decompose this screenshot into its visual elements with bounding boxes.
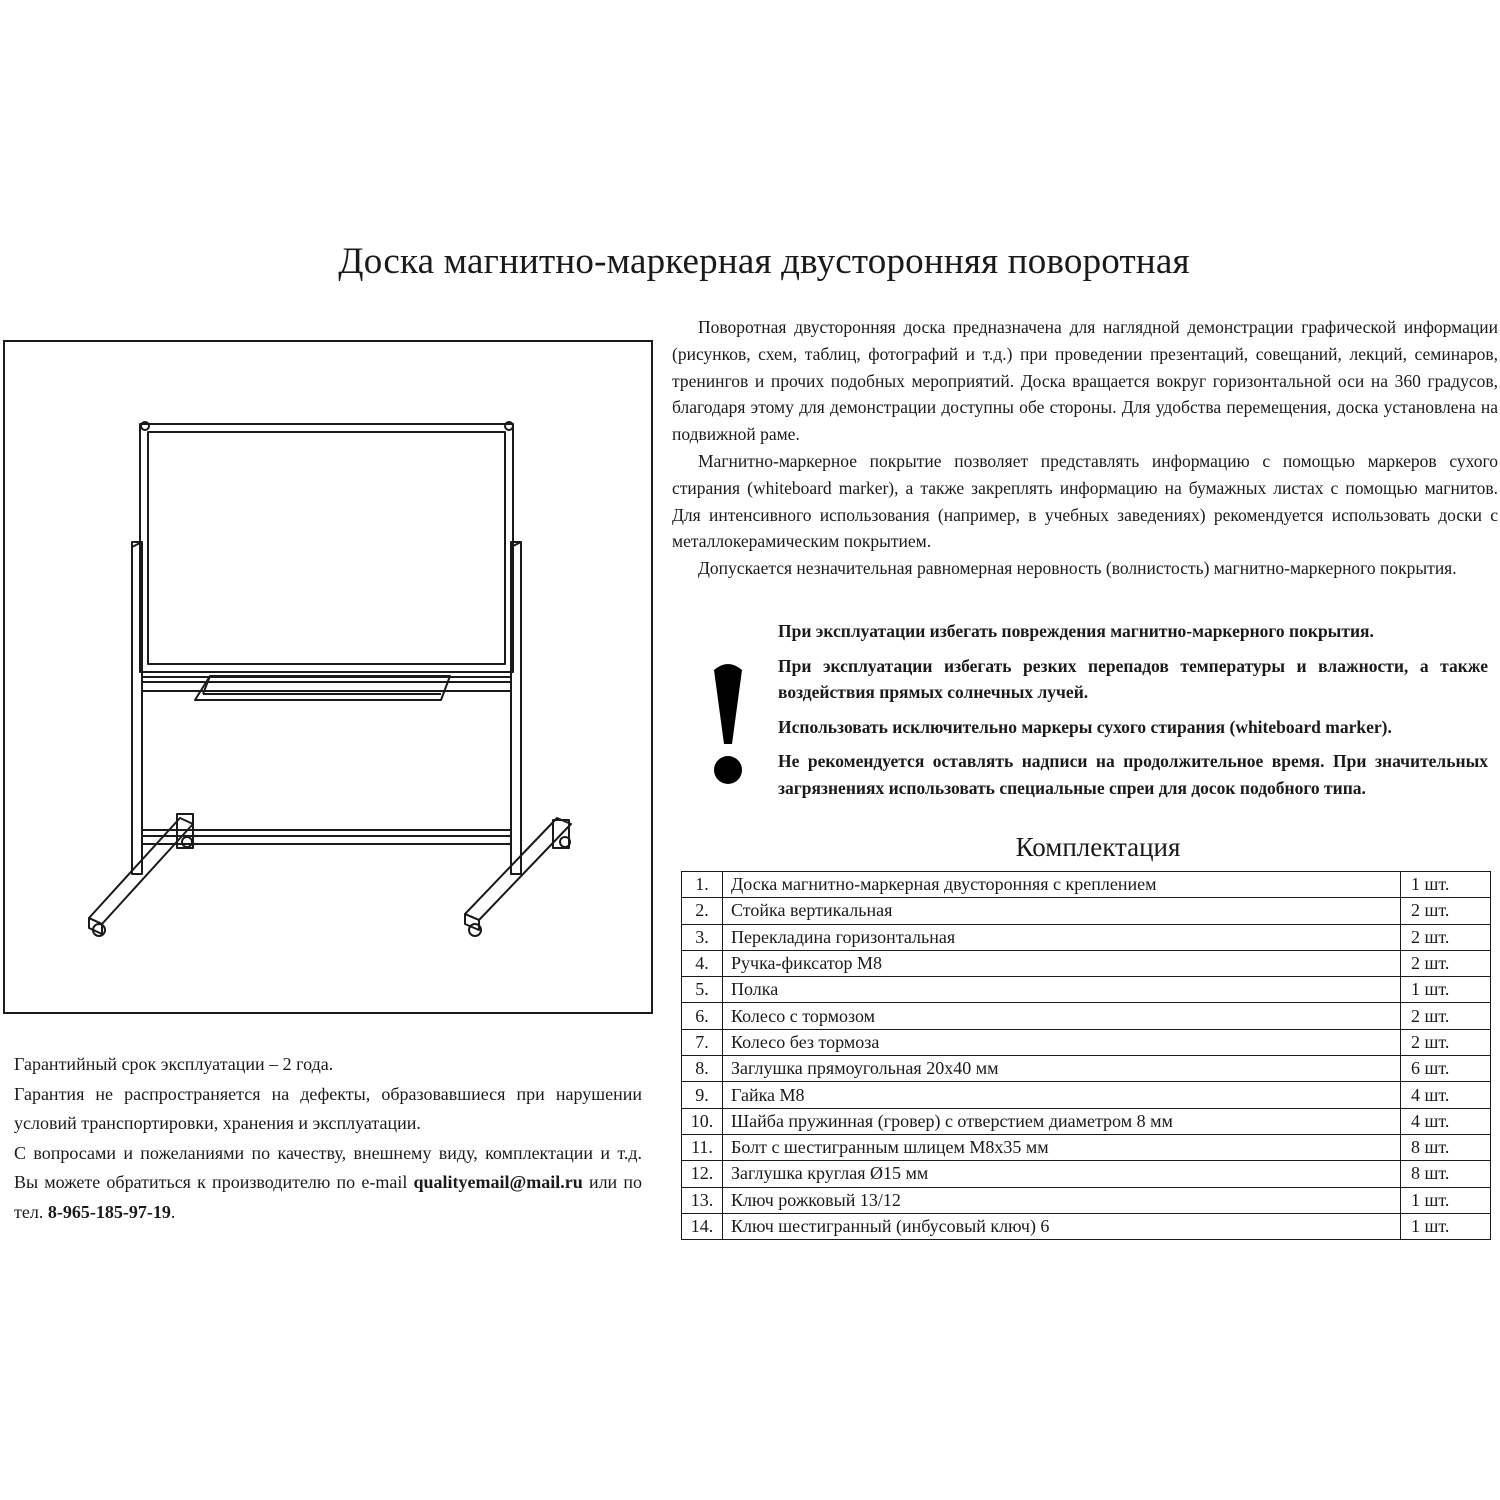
kit-row-number: 3. bbox=[682, 924, 723, 950]
kit-row-name: Гайка М8 bbox=[723, 1082, 1401, 1108]
kit-row-quantity: 1 шт. bbox=[1401, 977, 1491, 1003]
kit-row bbox=[682, 1056, 1491, 1082]
kit-row-quantity: 1 шт. bbox=[1401, 1187, 1491, 1213]
warning-item: При эксплуатации избегать резких перепадов температуры и влажности, а также воздействия прямых солнечных лучей. bbox=[778, 655, 1488, 702]
contact-phone[interactable]: 8-965-185-97-19 bbox=[47, 1201, 171, 1222]
kit-row-number: 13. bbox=[682, 1187, 723, 1213]
kit-row-name: Доска магнитно-маркерная двусторонняя с креплением bbox=[723, 872, 1401, 898]
kit-row bbox=[682, 1003, 1491, 1029]
contact-info bbox=[14, 1139, 642, 1228]
kit-row-name: Полка bbox=[723, 977, 1401, 1003]
kit-row-quantity: 8 шт. bbox=[1401, 1161, 1491, 1187]
kit-row bbox=[682, 1082, 1491, 1108]
kit-row-quantity: 4 шт. bbox=[1401, 1108, 1491, 1134]
kit-row bbox=[682, 1029, 1491, 1055]
kit-row-name: Колесо с тормозом bbox=[723, 1003, 1401, 1029]
description-paragraph: Допускается незначительная равномерная неровность (волнистость) магнитно-маркерного покрытия. bbox=[698, 558, 1457, 579]
kit-row-number: 12. bbox=[682, 1161, 723, 1187]
guarantee-block bbox=[14, 1050, 642, 1227]
kit-row bbox=[682, 898, 1491, 924]
kit-row bbox=[682, 977, 1491, 1003]
contact-text: . bbox=[170, 1201, 176, 1222]
kit-row bbox=[682, 872, 1491, 898]
kit-row bbox=[682, 950, 1491, 976]
kit-table bbox=[681, 871, 1491, 1240]
kit-row-name: Колесо без тормоза bbox=[723, 1029, 1401, 1055]
kit-row-number: 9. bbox=[682, 1082, 723, 1108]
kit-row-number: 10. bbox=[682, 1108, 723, 1134]
kit-row-quantity: 1 шт. bbox=[1401, 872, 1491, 898]
kit-row bbox=[682, 924, 1491, 950]
kit-row-quantity: 2 шт. bbox=[1401, 1029, 1491, 1055]
contact-text: или по тел. bbox=[14, 1172, 642, 1222]
kit-row-name: Болт с шестигранным шлицем М8х35 мм bbox=[723, 1134, 1401, 1160]
kit-row-quantity: 2 шт. bbox=[1401, 950, 1491, 976]
warning-item: Не рекомендуется оставлять надписи на продолжительное время. При значительных загрязнениях использовать специальные спреи для досок подобного типа. bbox=[778, 751, 1488, 798]
kit-row bbox=[682, 1134, 1491, 1160]
warning-item: Использовать исключительно маркеры сухого стирания (whiteboard marker). bbox=[778, 716, 1392, 737]
kit-row-number: 8. bbox=[682, 1056, 723, 1082]
kit-row bbox=[682, 1108, 1491, 1134]
kit-row-number: 1. bbox=[682, 872, 723, 898]
kit-row-number: 2. bbox=[682, 898, 723, 924]
kit-row-number: 11. bbox=[682, 1134, 723, 1160]
guarantee-exclusions: Гарантия не распространяется на дефекты, образовавшиеся при нарушении условий транспортировки, хранения и эксплуатации. bbox=[14, 1083, 642, 1133]
description-paragraph: Поворотная двусторонняя доска предназначена для наглядной демонстрации графической информации (рисунков, схем, таблиц, фотографий и т.д.) при проведении презентаций, совещаний, лекций, семинаров, тренингов и прочих подобных мероприятий. Доска вращается вокруг горизонтальной оси на 360 градусов, благодаря этому для демонстрации доступны обе стороны. Для удобства перемещения, доска установлена на подвижной раме. bbox=[672, 317, 1498, 445]
kit-row-name: Заглушка круглая Ø15 мм bbox=[723, 1161, 1401, 1187]
kit-row-number: 6. bbox=[682, 1003, 723, 1029]
whiteboard-illustration bbox=[3, 340, 653, 1014]
kit-title: Комплектация bbox=[1015, 832, 1181, 862]
whiteboard-stand-icon bbox=[5, 342, 655, 1016]
kit-row bbox=[682, 1161, 1491, 1187]
kit-row-name: Перекладина горизонтальная bbox=[723, 924, 1401, 950]
kit-row-quantity: 6 шт. bbox=[1401, 1056, 1491, 1082]
kit-row-name: Заглушка прямоугольная 20х40 мм bbox=[723, 1056, 1401, 1082]
kit-row-name: Ключ рожковый 13/12 bbox=[723, 1187, 1401, 1213]
kit-row-quantity: 4 шт. bbox=[1401, 1082, 1491, 1108]
kit-row-name: Шайба пружинная (гровер) с отверстием диаметром 8 мм bbox=[723, 1108, 1401, 1134]
contact-text: С вопросами и пожеланиями по качеству, внешнему виду, комплектации и т.д. Вы можете обратиться к производителю по e-mail bbox=[14, 1142, 642, 1192]
kit-row-quantity: 2 шт. bbox=[1401, 898, 1491, 924]
warning-item: При эксплуатации избегать повреждения магнитно-маркерного покрытия. bbox=[778, 621, 1374, 641]
warnings-list bbox=[778, 618, 1488, 809]
contact-email[interactable]: qualityemail@mail.ru bbox=[413, 1172, 583, 1192]
exclamation-icon bbox=[708, 660, 748, 790]
kit-row-number: 14. bbox=[682, 1213, 723, 1239]
kit-table-body bbox=[682, 872, 1491, 1240]
kit-row-name: Ручка-фиксатор М8 bbox=[723, 950, 1401, 976]
kit-row-number: 4. bbox=[682, 950, 723, 976]
kit-row-name: Стойка вертикальная bbox=[723, 898, 1401, 924]
kit-row-quantity: 8 шт. bbox=[1401, 1134, 1491, 1160]
kit-row-quantity: 2 шт. bbox=[1401, 1003, 1491, 1029]
kit-row bbox=[682, 1213, 1491, 1239]
description-paragraph: Магнитно-маркерное покрытие позволяет представлять информацию с помощью маркеров сухого стирания (whiteboard marker), а также закреплять информацию на бумажных листах с помощью магнитов. Для интенсивного использования (например, в учебных заведениях) рекомендуется использовать доски с металлокерамическим покрытием. bbox=[672, 450, 1498, 552]
kit-row bbox=[682, 1187, 1491, 1213]
guarantee-period: Гарантийный срок эксплуатации – 2 года. bbox=[14, 1054, 334, 1074]
kit-row-number: 7. bbox=[682, 1029, 723, 1055]
product-description bbox=[672, 314, 1498, 582]
kit-row-quantity: 2 шт. bbox=[1401, 924, 1491, 950]
kit-row-quantity: 1 шт. bbox=[1401, 1213, 1491, 1239]
kit-row-number: 5. bbox=[682, 977, 723, 1003]
kit-row-name: Ключ шестигранный (инбусовый ключ) 6 bbox=[723, 1213, 1401, 1239]
page-title: Доска магнитно-маркерная двусторонняя поворотная bbox=[338, 241, 1190, 282]
